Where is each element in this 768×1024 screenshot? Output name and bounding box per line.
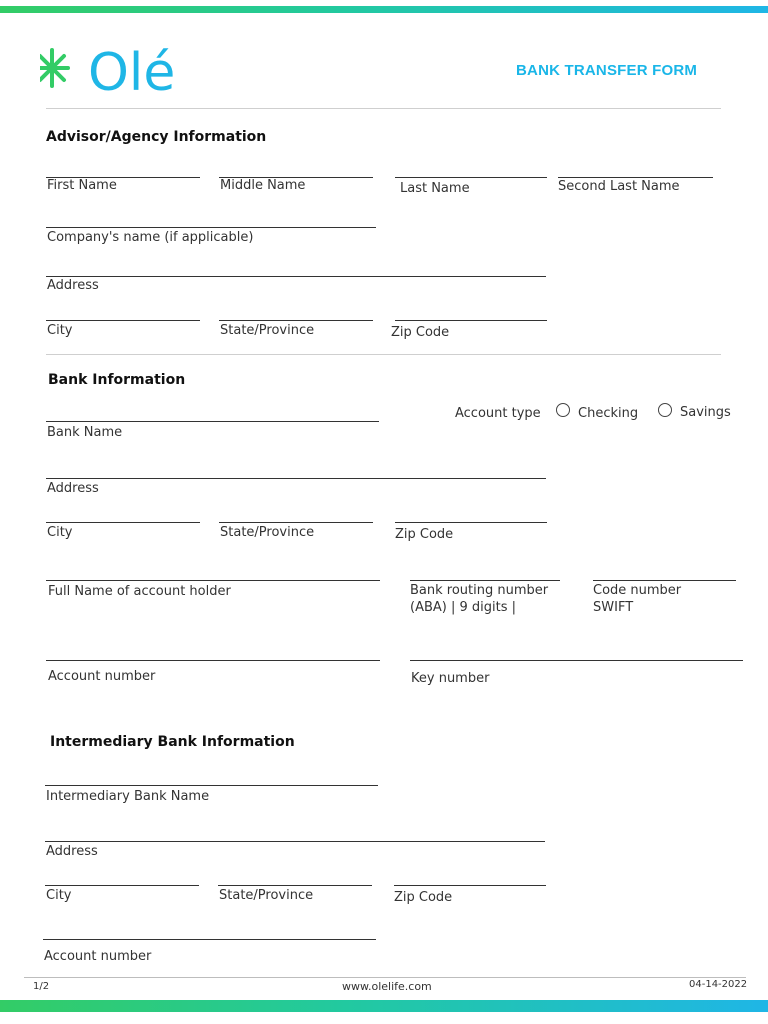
intermediary-address-field[interactable]	[45, 841, 545, 842]
account-type-label: Account type	[455, 406, 541, 421]
bank-city-field[interactable]	[46, 522, 200, 523]
bank-city-label: City	[47, 525, 73, 540]
intermediary-city-field[interactable]	[45, 885, 199, 886]
bank-name-label: Bank Name	[47, 425, 123, 440]
bank-section-heading: Bank Information	[48, 372, 186, 388]
savings-label: Savings	[680, 405, 731, 420]
savings-radio[interactable]	[658, 403, 672, 417]
website-link[interactable]: www.olelife.com	[342, 980, 432, 993]
header-divider	[46, 108, 721, 109]
form-date: 04-14-2022	[689, 979, 748, 990]
top-gradient-bar	[0, 6, 768, 13]
page-number: 1/2	[33, 981, 50, 992]
account-number-label: Account number	[48, 669, 156, 684]
intermediary-account-number-label: Account number	[44, 949, 152, 964]
bank-name-field[interactable]	[46, 421, 379, 422]
bank-state-field[interactable]	[219, 522, 373, 523]
key-number-label: Key number	[411, 671, 490, 686]
footer-divider	[24, 977, 746, 978]
bank-zip-label: Zip Code	[395, 527, 454, 542]
intermediary-account-number-field[interactable]	[43, 939, 376, 940]
intermediary-state-label: State/Province	[219, 888, 314, 903]
account-holder-field[interactable]	[46, 580, 380, 581]
form-title: BANK TRANSFER FORM	[516, 62, 698, 79]
intermediary-zip-field[interactable]	[394, 885, 546, 886]
last-name-label: Last Name	[400, 181, 470, 196]
checking-radio[interactable]	[556, 403, 570, 417]
company-name-label: Company's name (if applicable)	[47, 230, 254, 245]
second-last-name-label: Second Last Name	[558, 179, 680, 194]
intermediary-city-label: City	[46, 888, 72, 903]
account-holder-label: Full Name of account holder	[48, 584, 231, 599]
swift-code-label: Code number	[593, 583, 682, 598]
account-number-field[interactable]	[46, 660, 380, 661]
logo-text: Olé	[88, 43, 176, 98]
intermediary-state-field[interactable]	[218, 885, 372, 886]
first-name-label: First Name	[47, 178, 117, 193]
intermediary-bank-name-label: Intermediary Bank Name	[46, 789, 210, 804]
bank-address-label: Address	[47, 481, 99, 496]
last-name-field[interactable]	[395, 177, 547, 178]
company-name-field[interactable]	[46, 227, 376, 228]
swift-code-field[interactable]	[593, 580, 736, 581]
routing-number-field[interactable]	[410, 580, 560, 581]
routing-number-label: Bank routing number	[410, 583, 549, 598]
advisor-zip-label: Zip Code	[391, 325, 450, 340]
advisor-address-field[interactable]	[46, 276, 546, 277]
bank-address-field[interactable]	[46, 478, 546, 479]
advisor-state-field[interactable]	[219, 320, 373, 321]
bottom-gradient-bar	[0, 1000, 768, 1012]
ole-logo	[40, 38, 210, 98]
intermediary-bank-name-field[interactable]	[45, 785, 378, 786]
routing-number-hint: (ABA) | 9 digits |	[410, 600, 517, 615]
middle-name-label: Middle Name	[220, 178, 306, 193]
intermediary-section-heading: Intermediary Bank Information	[50, 734, 295, 750]
swift-code-hint: SWIFT	[593, 600, 634, 615]
star-icon	[40, 50, 68, 86]
advisor-city-label: City	[47, 323, 73, 338]
advisor-state-label: State/Province	[220, 323, 315, 338]
intermediary-zip-label: Zip Code	[394, 890, 453, 905]
bank-state-label: State/Province	[220, 525, 315, 540]
checking-label: Checking	[578, 406, 639, 421]
key-number-field[interactable]	[410, 660, 743, 661]
section-divider	[46, 354, 721, 355]
bank-zip-field[interactable]	[395, 522, 547, 523]
advisor-section-heading: Advisor/Agency Information	[46, 129, 267, 145]
advisor-city-field[interactable]	[46, 320, 200, 321]
advisor-zip-field[interactable]	[395, 320, 547, 321]
intermediary-address-label: Address	[46, 844, 98, 859]
advisor-address-label: Address	[47, 278, 99, 293]
